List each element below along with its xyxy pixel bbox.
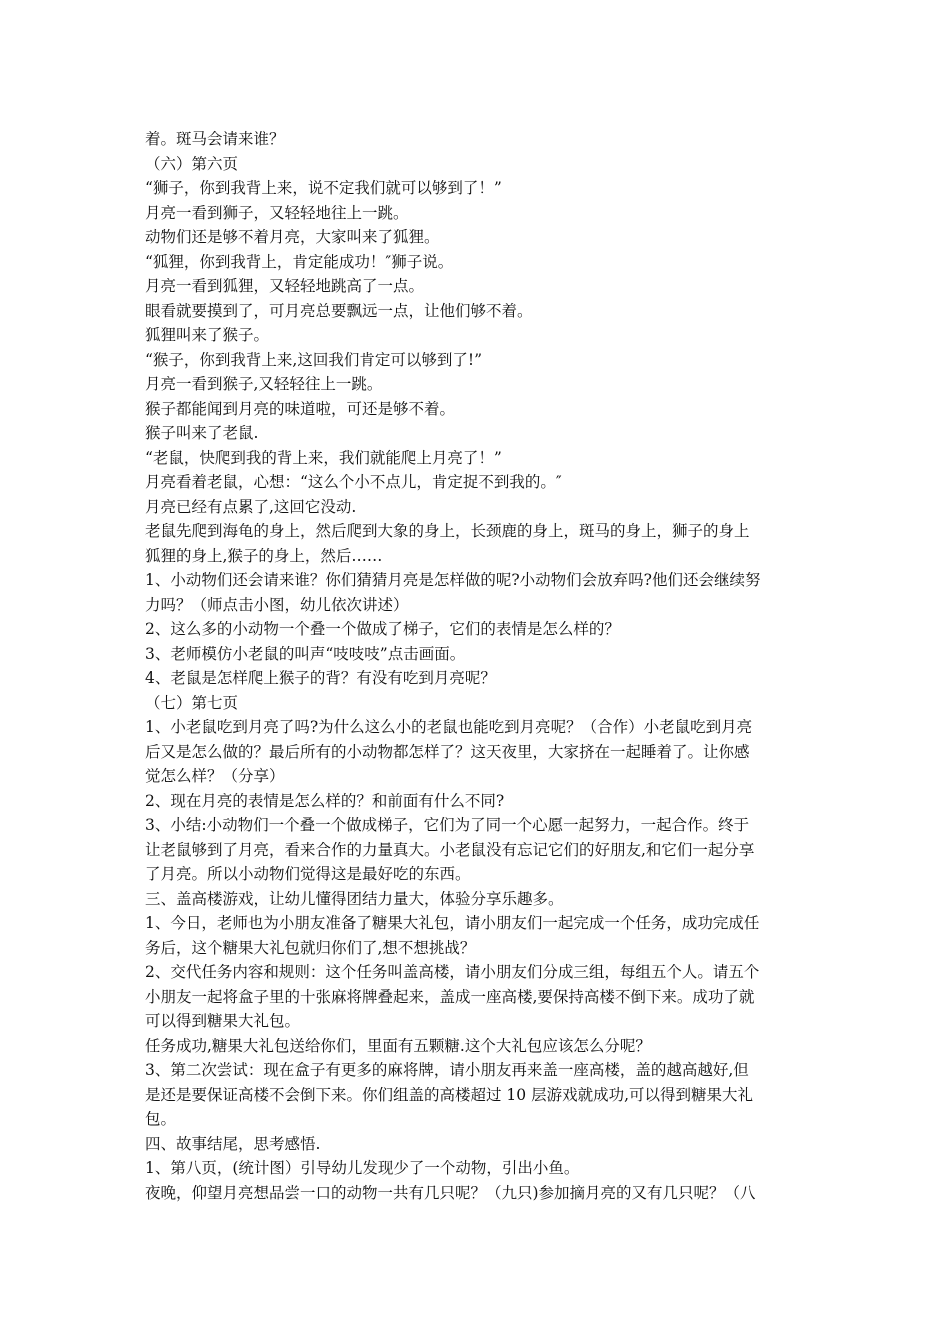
text-line: 了月亮。所以小动物们觉得这是最好吃的东西。 [145, 865, 471, 883]
text-line: “老鼠，快爬到我的背上来，我们就能爬上月亮了！” [145, 448, 502, 467]
text-line: 夜晚，仰望月亮想品尝一口的动物一共有几只呢？（九只)参加摘月亮的又有几只呢？（八 [145, 1183, 756, 1202]
text-line: 老鼠先爬到海龟的身上，然后爬到大象的身上，长颈鹿的身上，斑马的身上，狮子的身上 [145, 522, 750, 540]
summary-3: 3、小结:小动物们一个叠一个做成梯子，它们为了同一个心愿一起努力，一起合作。终于 [145, 816, 750, 834]
text-line: 眼看就要摸到了，可月亮总要飘远一点，让他们够不着。 [145, 301, 533, 320]
question-4: 4、老鼠是怎样爬上猴子的背？有没有吃到月亮呢？ [145, 669, 496, 687]
question-1: 1、小老鼠吃到月亮了吗?为什么这么小的老鼠也能吃到月亮呢？（合作）小老鼠吃到月亮 [145, 718, 753, 736]
text-line: 月亮已经有点累了,这回它没动. [145, 497, 357, 516]
text-line: 后又是怎么做的？最后所有的小动物都怎样了？这天夜里，大家挤在一起睡着了。让你感 [145, 742, 750, 761]
text-line: 月亮一看到狐狸，又轻轻地跳高了一点。 [145, 277, 425, 295]
section-heading-page-6: （六）第六页 [145, 154, 239, 173]
item-3: 3、第二次尝试：现在盒子有更多的麻将牌，请小朋友再来盖一座高楼，盖的越高越好,但 [145, 1061, 749, 1079]
item-1: 1、今日，老师也为小朋友准备了糖果大礼包，请小朋友们一起完成一个任务，成功完成任 [145, 914, 760, 932]
text-line: 着。斑马会请来谁？ [145, 130, 285, 148]
text-line: 是还是要保证高楼不会倒下来。你们组盖的高楼超过 10 层游戏就成功,可以得到糖果大礼 [145, 1085, 754, 1104]
text-line: 务后，这个糖果大礼包就归你们了,想不想挑战？ [145, 938, 476, 957]
question-2: 2、现在月亮的表情是怎么样的？和前面有什么不同? [145, 791, 505, 810]
text-line: 猴子叫来了老鼠. [145, 424, 259, 442]
text-line: 月亮一看到猴子,又轻轻往上一跳。 [145, 375, 383, 393]
text-line: 包。 [145, 1110, 177, 1128]
question-1: 1、小动物们还会请来谁？你们猜猜月亮是怎样做的呢?小动物们会放弃吗?他们还会继续努 [145, 571, 761, 589]
text-line: 可以得到糖果大礼包。 [145, 1012, 301, 1030]
text-line: 任务成功,糖果大礼包送给你们，里面有五颗糖.这个大礼包应该怎么分呢？ [145, 1036, 651, 1055]
text-line: 月亮看着老鼠，心想：“这么个小不点儿，肯定捉不到我的。″ [145, 473, 562, 491]
text-line: “狮子，你到我背上来，说不定我们就可以够到了！” [145, 179, 502, 197]
text-line: 让老鼠够到了月亮，看来合作的力量真大。小老鼠没有忘记它们的好朋友,和它们一起分享 [145, 840, 755, 859]
text-line: 狐狸叫来了猴子。 [145, 326, 270, 344]
question-2: 2、这么多的小动物一个叠一个做成了梯子，它们的表情是怎么样的？ [145, 620, 620, 638]
section-heading-page-7: （七）第七页 [145, 693, 239, 712]
text-line: 小朋友一起将盒子里的十张麻将牌叠起来，盖成一座高楼,要保持高楼不倒下来。成功了就 [145, 987, 755, 1006]
text-line: “狐狸，你到我背上，肯定能成功！″狮子说。 [145, 252, 454, 271]
question-3: 3、老师模仿小老鼠的叫声“吱吱吱”点击画面。 [145, 644, 466, 663]
section-heading-4: 四、故事结尾，思考感悟. [145, 1134, 321, 1153]
text-line: 月亮一看到狮子，又轻轻地往上一跳。 [145, 203, 409, 222]
text-line: 力吗？（师点击小图，幼儿依次讲述） [145, 595, 409, 614]
section-heading-3: 三、盖高楼游戏，让幼儿懂得团结力量大，体验分享乐趣多。 [145, 889, 564, 908]
text-line: 觉怎么样？（分享） [145, 767, 285, 785]
text-line: 狐狸的身上,猴子的身上，然后…… [145, 546, 383, 565]
item-1: 1、第八页，(统计图）引导幼儿发现少了一个动物，引出小鱼。 [145, 1159, 580, 1177]
item-2: 2、交代任务内容和规则：这个任务叫盖高楼，请小朋友们分成三组，每组五个人。请五个 [145, 963, 760, 981]
text-line: “猴子，你到我背上来,这回我们肯定可以够到了!” [145, 350, 483, 369]
document-page [145, 127, 810, 1205]
text-line: 猴子都能闻到月亮的味道啦，可还是够不着。 [145, 399, 456, 418]
text-line: 动物们还是够不着月亮，大家叫来了狐狸。 [145, 228, 440, 246]
